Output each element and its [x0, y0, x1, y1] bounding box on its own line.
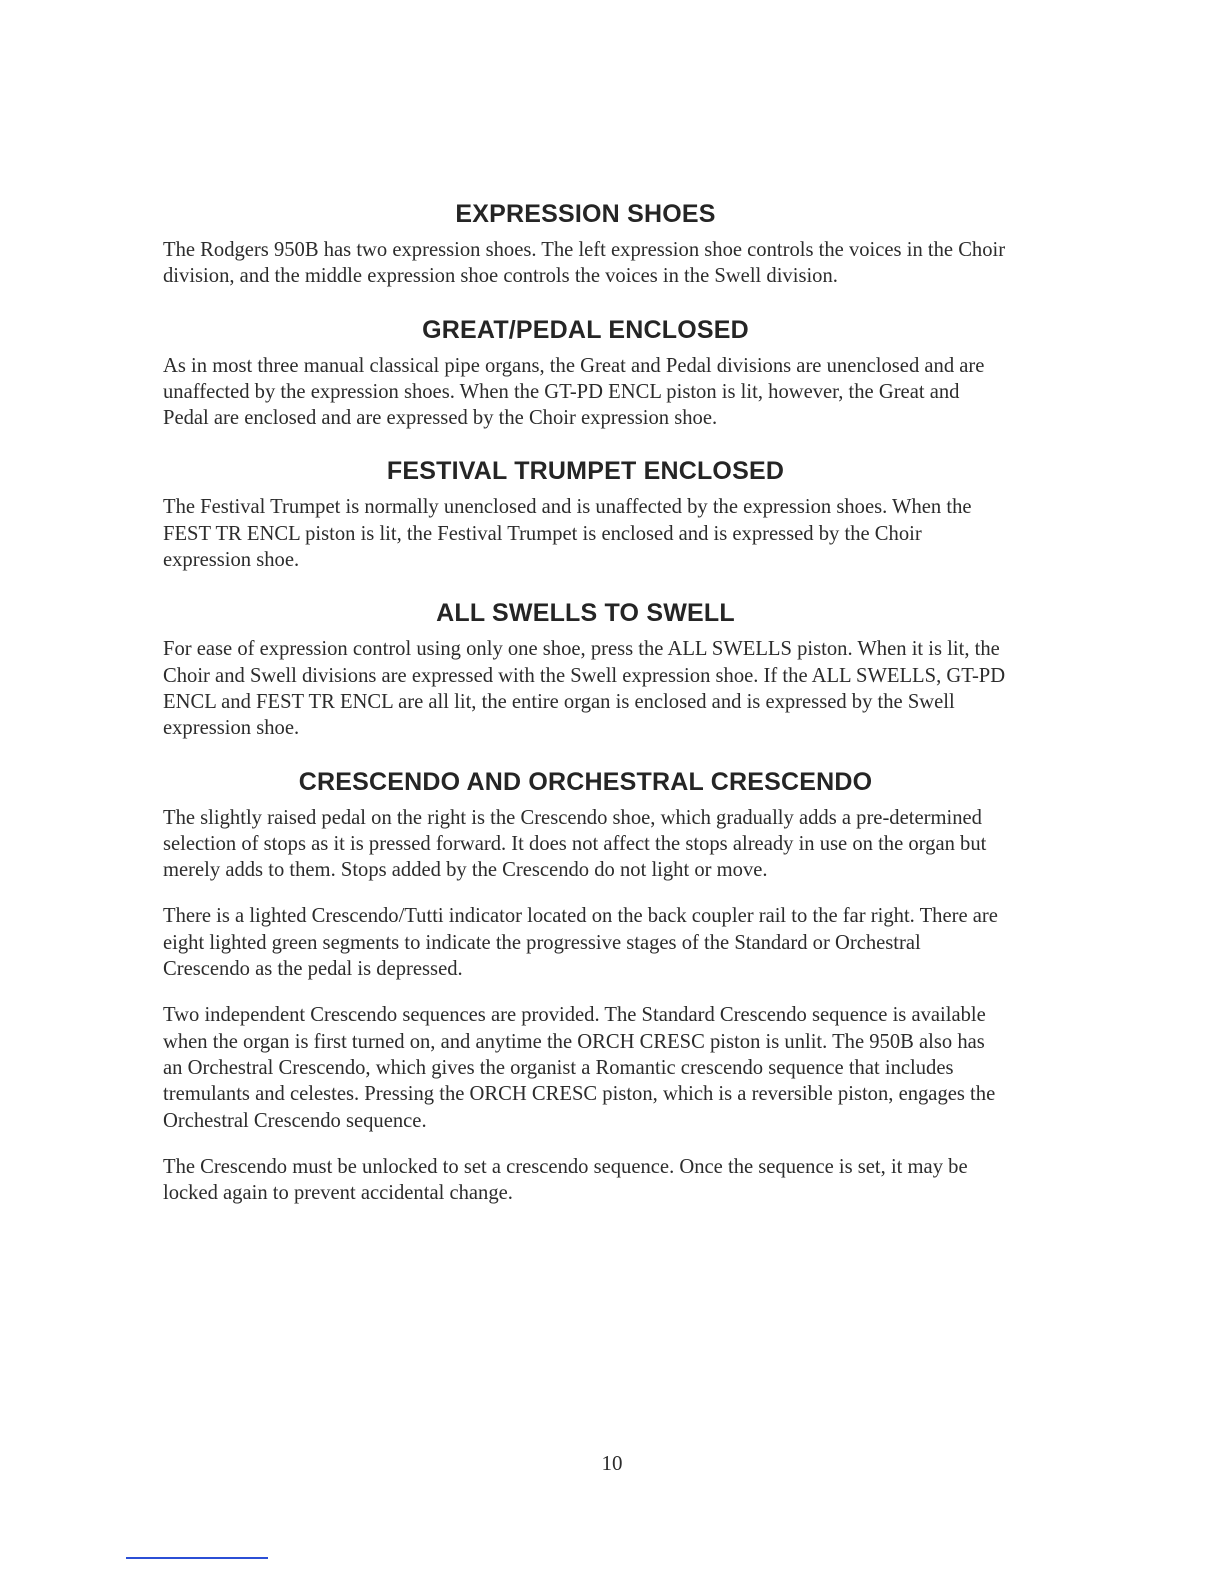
section-paragraph: The Crescendo must be unlocked to set a crescendo sequence. Once the sequence is set, it may be locked again to prevent accidental change. — [163, 1155, 968, 1205]
section-paragraph: The Rodgers 950B has two expression shoes. The left expression shoe controls the voices in the Choir division, and the middle expression shoe controls the voices in the Swell division. — [163, 239, 1006, 288]
section-all-swells-to-swell — [163, 597, 1008, 741]
section-paragraph: There is a lighted Crescendo/Tutti indicator located on the back coupler rail to the far right. There are eight lighted green segments to indicate the progressive stages of the Standard or Orchestral Crescendo as the pedal is depressed. — [163, 905, 998, 981]
section-paragraph: The slightly raised pedal on the right is the Crescendo shoe, which gradually adds a pre-determined selection of stops as it is pressed forward. It does not affect the stops already in use on the organ but merely adds to them. Stops added by the Crescendo do not light or move. — [163, 806, 987, 882]
section-heading: FESTIVAL TRUMPET ENCLOSED — [386, 457, 785, 486]
section-heading: CRESCENDO AND ORCHESTRAL CRESCENDO — [298, 767, 873, 796]
footnote-rule — [126, 1557, 268, 1559]
section-paragraph: The Festival Trumpet is normally unenclosed and is unaffected by the expression shoes. When the FEST TR ENCL piston is lit, the Festival Trumpet is enclosed and is expressed by the Choir expression shoe. — [163, 496, 972, 572]
section-heading: GREAT/PEDAL ENCLOSED — [422, 315, 749, 344]
section-paragraph: For ease of expression control using only one shoe, press the ALL SWELLS piston. When it is lit, the Choir and Swell divisions are expressed with the Swell expression shoe. If the ALL SWELLS, GT-PD ENCL and FEST TR ENCL are all lit, the entire organ is enclosed and is expressed by the Swell expression shoe. — [163, 638, 1006, 740]
section-great-pedal-enclosed — [163, 314, 1008, 432]
section-paragraph: As in most three manual classical pipe organs, the Great and Pedal divisions are unenclosed and are unaffected by the expression shoes. When the GT-PD ENCL piston is lit, however, the Great and Pedal are enclosed and are expressed by the Choir expression shoe. — [163, 354, 985, 430]
section-paragraph: Two independent Crescendo sequences are provided. The Standard Crescendo sequence is available when the organ is first turned on, and anytime the ORCH CRESC piston is unlit. The 950B also has an Orchestral Crescendo, which gives the organist a Romantic crescendo sequence that includes tremulants and celestes. Pressing the ORCH CRESC piston, which is a reversible piston, engages the Orchestral Crescendo sequence. — [163, 1004, 996, 1132]
section-expression-shoes — [163, 198, 1008, 290]
section-crescendo — [163, 766, 1008, 1207]
section-heading: EXPRESSION SHOES — [455, 200, 716, 228]
section-festival-trumpet-enclosed — [163, 455, 1008, 573]
section-heading: ALL SWELLS TO SWELL — [436, 599, 735, 628]
page-content — [163, 198, 1008, 1206]
page-number: 10 — [601, 1451, 623, 1475]
